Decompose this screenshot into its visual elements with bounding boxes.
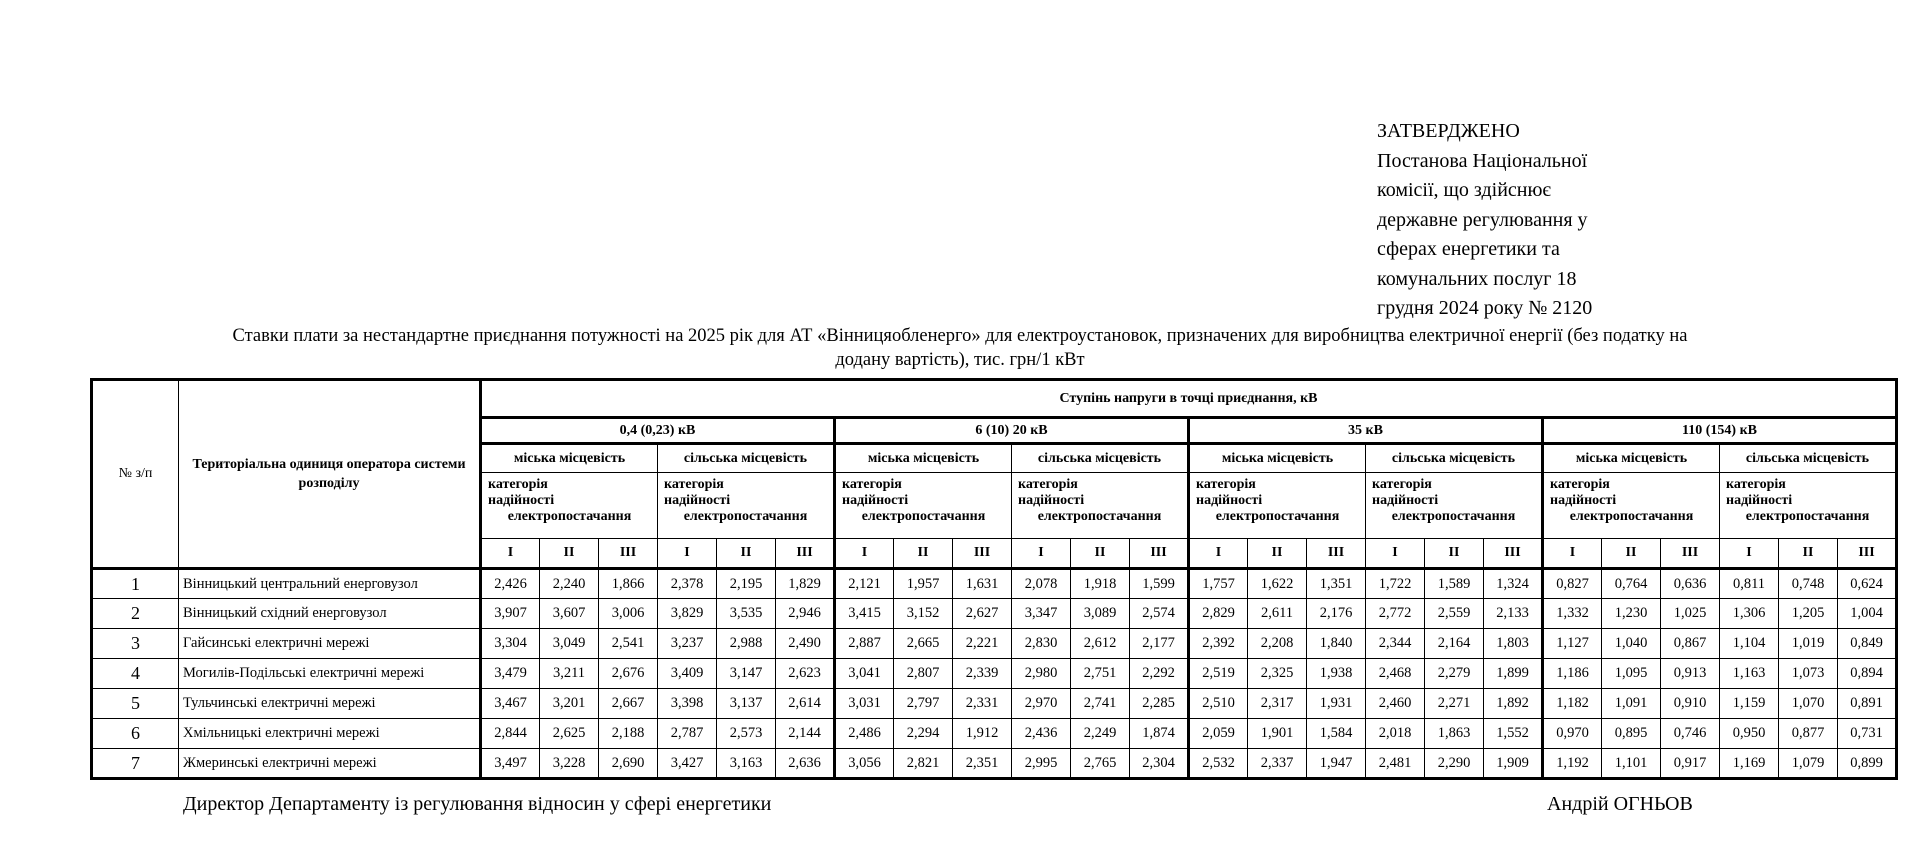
rate-value: 1,840	[1307, 629, 1366, 659]
rate-value: 1,552	[1484, 719, 1543, 749]
rate-value: 2,290	[1425, 749, 1484, 779]
urban-header: міська місцевість	[1189, 444, 1366, 473]
rate-value: 3,152	[894, 599, 953, 629]
rate-value: 2,240	[540, 569, 599, 599]
rate-value: 2,690	[599, 749, 658, 779]
rate-value: 2,741	[1071, 689, 1130, 719]
rate-value: 1,947	[1307, 749, 1366, 779]
category-roman-header: I	[1543, 539, 1602, 569]
category-roman-header: III	[1838, 539, 1897, 569]
rate-value: 2,195	[717, 569, 776, 599]
category-roman-header: III	[1484, 539, 1543, 569]
rate-value: 3,211	[540, 659, 599, 689]
rate-value: 2,829	[1189, 599, 1248, 629]
voltage-level: 35 кВ	[1189, 418, 1543, 444]
rate-value: 2,351	[953, 749, 1012, 779]
document-title	[110, 324, 1810, 372]
rate-value: 0,764	[1602, 569, 1661, 599]
rate-value: 2,510	[1189, 689, 1248, 719]
voltage-header: Ступінь напруги в точці приєднання, кВ	[481, 380, 1897, 418]
approval-line: державне регулювання у	[1377, 208, 1588, 231]
row-number: 6	[92, 719, 179, 749]
rate-value: 2,177	[1130, 629, 1189, 659]
rate-value: 3,497	[481, 749, 540, 779]
approval-line: ЗАТВЕРДЖЕНО	[1377, 120, 1520, 142]
approval-block	[1377, 117, 1647, 324]
category-roman-header: I	[1366, 539, 1425, 569]
rate-value: 3,415	[835, 599, 894, 629]
category-header: категорія надійності електропостачання	[1012, 473, 1189, 539]
rate-value: 1,073	[1779, 659, 1838, 689]
rate-value: 2,623	[776, 659, 835, 689]
rate-value: 2,208	[1248, 629, 1307, 659]
rate-value: 2,797	[894, 689, 953, 719]
rate-value: 1,351	[1307, 569, 1366, 599]
rate-value: 1,757	[1189, 569, 1248, 599]
rate-value: 1,004	[1838, 599, 1897, 629]
rate-value: 0,849	[1838, 629, 1897, 659]
category-roman-header: III	[1307, 539, 1366, 569]
rate-value: 1,918	[1071, 569, 1130, 599]
document-title-line-2: додану вартість), тис. грн/1 кВт	[835, 350, 1085, 370]
rate-value: 2,337	[1248, 749, 1307, 779]
rate-value: 2,765	[1071, 749, 1130, 779]
rate-value: 3,535	[717, 599, 776, 629]
rate-value: 1,863	[1425, 719, 1484, 749]
rate-value: 2,772	[1366, 599, 1425, 629]
rate-value: 1,584	[1307, 719, 1366, 749]
category-roman-header: II	[1779, 539, 1838, 569]
rate-value: 1,101	[1602, 749, 1661, 779]
rate-value: 2,078	[1012, 569, 1071, 599]
rate-value: 2,176	[1307, 599, 1366, 629]
rate-value: 3,304	[481, 629, 540, 659]
rate-value: 2,995	[1012, 749, 1071, 779]
rate-value: 2,426	[481, 569, 540, 599]
rate-value: 1,892	[1484, 689, 1543, 719]
rate-value: 1,095	[1602, 659, 1661, 689]
category-roman-header: II	[894, 539, 953, 569]
rural-header: сільська місцевість	[1366, 444, 1543, 473]
rate-value: 2,627	[953, 599, 1012, 629]
rate-value: 1,901	[1248, 719, 1307, 749]
category-roman-header: I	[1720, 539, 1779, 569]
rate-value: 1,192	[1543, 749, 1602, 779]
rate-value: 2,611	[1248, 599, 1307, 629]
rate-value: 0,899	[1838, 749, 1897, 779]
rate-value: 2,625	[540, 719, 599, 749]
table-row	[92, 629, 1897, 659]
rate-value: 2,018	[1366, 719, 1425, 749]
rate-value: 0,970	[1543, 719, 1602, 749]
rate-value: 2,980	[1012, 659, 1071, 689]
rate-value: 3,398	[658, 689, 717, 719]
territorial-unit-name: Гайсинські електричні мережі	[179, 629, 481, 659]
num-header: № з/п	[92, 380, 179, 569]
category-roman-header: III	[1130, 539, 1189, 569]
rate-value: 1,803	[1484, 629, 1543, 659]
rate-value: 2,304	[1130, 749, 1189, 779]
rate-value: 1,631	[953, 569, 1012, 599]
rate-value: 2,787	[658, 719, 717, 749]
rural-header: сільська місцевість	[658, 444, 835, 473]
rate-value: 2,481	[1366, 749, 1425, 779]
rate-value: 0,867	[1661, 629, 1720, 659]
rate-value: 2,844	[481, 719, 540, 749]
rate-value: 3,409	[658, 659, 717, 689]
rate-value: 3,006	[599, 599, 658, 629]
rate-value: 3,237	[658, 629, 717, 659]
territorial-unit-name: Вінницький центральний енерговузол	[179, 569, 481, 599]
rate-value: 2,317	[1248, 689, 1307, 719]
rate-value: 0,636	[1661, 569, 1720, 599]
category-roman-header: II	[1425, 539, 1484, 569]
voltage-level: 6 (10) 20 кВ	[835, 418, 1189, 444]
category-roman-header: II	[1602, 539, 1661, 569]
rate-value: 2,392	[1189, 629, 1248, 659]
rate-value: 1,182	[1543, 689, 1602, 719]
rate-value: 1,019	[1779, 629, 1838, 659]
category-roman-header: I	[658, 539, 717, 569]
name-header: Територіальна одиниця оператора системи розподілу	[179, 380, 481, 569]
rate-value: 2,144	[776, 719, 835, 749]
category-roman-header: III	[1661, 539, 1720, 569]
rate-value: 3,163	[717, 749, 776, 779]
rate-value: 2,573	[717, 719, 776, 749]
rate-value: 2,970	[1012, 689, 1071, 719]
rate-value: 1,306	[1720, 599, 1779, 629]
rate-value: 1,025	[1661, 599, 1720, 629]
rate-value: 0,877	[1779, 719, 1838, 749]
rate-value: 3,031	[835, 689, 894, 719]
approval-line: сферах енергетики та	[1377, 238, 1560, 260]
approval-line: грудня 2024 року № 2120	[1377, 297, 1593, 319]
rate-value: 2,271	[1425, 689, 1484, 719]
rate-value: 0,746	[1661, 719, 1720, 749]
rate-value: 2,821	[894, 749, 953, 779]
rate-value: 0,917	[1661, 749, 1720, 779]
rate-value: 3,228	[540, 749, 599, 779]
rate-value: 2,133	[1484, 599, 1543, 629]
rate-value: 1,622	[1248, 569, 1307, 599]
rate-value: 2,059	[1189, 719, 1248, 749]
urban-header: міська місцевість	[835, 444, 1012, 473]
rate-value: 2,164	[1425, 629, 1484, 659]
rate-value: 2,490	[776, 629, 835, 659]
rate-value: 0,748	[1779, 569, 1838, 599]
rate-value: 2,532	[1189, 749, 1248, 779]
category-header: категорія надійності електропостачання	[1189, 473, 1366, 539]
rate-value: 2,344	[1366, 629, 1425, 659]
rate-value: 2,339	[953, 659, 1012, 689]
category-roman-header: I	[1012, 539, 1071, 569]
row-number: 7	[92, 749, 179, 779]
rates-table	[90, 378, 1898, 780]
document-title-line-1: Ставки плати за нестандартне приєднання потужності на 2025 рік для АТ «Вінницяобленерго» для електроустановок, призначених для виробництва електричної енергії (без податку на	[232, 326, 1688, 346]
category-roman-header: II	[717, 539, 776, 569]
urban-header: міська місцевість	[1543, 444, 1720, 473]
territorial-unit-name: Жмеринські електричні мережі	[179, 749, 481, 779]
category-roman-header: I	[481, 539, 540, 569]
rate-value: 0,827	[1543, 569, 1602, 599]
category-roman-header: I	[835, 539, 894, 569]
rate-value: 3,427	[658, 749, 717, 779]
table-row	[92, 599, 1897, 629]
rate-value: 0,624	[1838, 569, 1897, 599]
rate-value: 1,938	[1307, 659, 1366, 689]
rural-header: сільська місцевість	[1720, 444, 1897, 473]
table-row	[92, 689, 1897, 719]
rate-value: 1,127	[1543, 629, 1602, 659]
rate-value: 3,056	[835, 749, 894, 779]
territorial-unit-name: Вінницький східний енерговузол	[179, 599, 481, 629]
voltage-level: 110 (154) кВ	[1543, 418, 1897, 444]
rate-value: 0,811	[1720, 569, 1779, 599]
rate-value: 1,874	[1130, 719, 1189, 749]
rate-value: 2,751	[1071, 659, 1130, 689]
rate-value: 0,894	[1838, 659, 1897, 689]
rate-value: 1,332	[1543, 599, 1602, 629]
rate-value: 0,895	[1602, 719, 1661, 749]
rate-value: 1,899	[1484, 659, 1543, 689]
rate-value: 3,347	[1012, 599, 1071, 629]
rate-value: 0,950	[1720, 719, 1779, 749]
rate-value: 0,731	[1838, 719, 1897, 749]
rate-value: 2,188	[599, 719, 658, 749]
category-roman-header: II	[540, 539, 599, 569]
rate-value: 3,467	[481, 689, 540, 719]
rate-value: 2,221	[953, 629, 1012, 659]
rate-value: 3,907	[481, 599, 540, 629]
rate-value: 1,040	[1602, 629, 1661, 659]
territorial-unit-name: Тульчинські електричні мережі	[179, 689, 481, 719]
rate-value: 2,294	[894, 719, 953, 749]
rate-value: 0,913	[1661, 659, 1720, 689]
category-header: категорія надійності електропостачання	[835, 473, 1012, 539]
rate-value: 3,049	[540, 629, 599, 659]
rate-value: 2,121	[835, 569, 894, 599]
rate-value: 1,599	[1130, 569, 1189, 599]
category-roman-header: III	[776, 539, 835, 569]
rate-value: 2,636	[776, 749, 835, 779]
rate-value: 2,676	[599, 659, 658, 689]
rate-value: 2,460	[1366, 689, 1425, 719]
rate-value: 1,230	[1602, 599, 1661, 629]
rate-value: 1,912	[953, 719, 1012, 749]
rate-value: 1,909	[1484, 749, 1543, 779]
approval-line: комісії, що здійснює	[1377, 179, 1552, 201]
rate-value: 2,612	[1071, 629, 1130, 659]
category-header: категорія надійності електропостачання	[658, 473, 835, 539]
category-roman-header: III	[599, 539, 658, 569]
category-header: категорія надійності електропостачання	[1720, 473, 1897, 539]
rate-value: 1,205	[1779, 599, 1838, 629]
rate-value: 1,159	[1720, 689, 1779, 719]
rate-value: 2,468	[1366, 659, 1425, 689]
category-header: категорія надійності електропостачання	[1543, 473, 1720, 539]
rate-value: 1,070	[1779, 689, 1838, 719]
row-number: 2	[92, 599, 179, 629]
table-row	[92, 719, 1897, 749]
table-row	[92, 659, 1897, 689]
rate-value: 3,607	[540, 599, 599, 629]
director-position: Директор Департаменту із регулювання відносин у сфері енергетики	[183, 793, 772, 815]
rate-value: 1,957	[894, 569, 953, 599]
rate-value: 2,887	[835, 629, 894, 659]
rate-value: 2,946	[776, 599, 835, 629]
rate-value: 3,041	[835, 659, 894, 689]
rate-value: 1,829	[776, 569, 835, 599]
rate-value: 3,147	[717, 659, 776, 689]
territorial-unit-name: Могилів-Подільські електричні мережі	[179, 659, 481, 689]
rate-value: 2,285	[1130, 689, 1189, 719]
rate-value: 3,089	[1071, 599, 1130, 629]
rate-value: 2,559	[1425, 599, 1484, 629]
rate-value: 3,201	[540, 689, 599, 719]
rate-value: 2,614	[776, 689, 835, 719]
rate-value: 2,325	[1248, 659, 1307, 689]
territorial-unit-name: Хмільницькі електричні мережі	[179, 719, 481, 749]
rate-value: 2,331	[953, 689, 1012, 719]
rate-value: 3,479	[481, 659, 540, 689]
category-header: категорія надійності електропостачання	[1366, 473, 1543, 539]
rate-value: 1,163	[1720, 659, 1779, 689]
rate-value: 0,891	[1838, 689, 1897, 719]
rate-value: 1,324	[1484, 569, 1543, 599]
rate-value: 2,292	[1130, 659, 1189, 689]
urban-header: міська місцевість	[481, 444, 658, 473]
rate-value: 1,722	[1366, 569, 1425, 599]
row-number: 5	[92, 689, 179, 719]
rate-value: 2,807	[894, 659, 953, 689]
category-roman-header: III	[953, 539, 1012, 569]
rate-value: 2,378	[658, 569, 717, 599]
row-number: 3	[92, 629, 179, 659]
rate-value: 2,667	[599, 689, 658, 719]
table-row	[92, 749, 1897, 779]
rate-value: 2,574	[1130, 599, 1189, 629]
director-name: Андрій ОГНЬОВ	[1547, 793, 1693, 815]
rate-value: 1,169	[1720, 749, 1779, 779]
row-number: 1	[92, 569, 179, 599]
rate-value: 1,866	[599, 569, 658, 599]
rate-value: 3,829	[658, 599, 717, 629]
rate-value: 2,665	[894, 629, 953, 659]
category-roman-header: II	[1071, 539, 1130, 569]
category-roman-header: II	[1248, 539, 1307, 569]
rate-value: 0,910	[1661, 689, 1720, 719]
rate-value: 3,137	[717, 689, 776, 719]
rate-value: 1,186	[1543, 659, 1602, 689]
rate-value: 1,091	[1602, 689, 1661, 719]
rate-value: 2,249	[1071, 719, 1130, 749]
row-number: 4	[92, 659, 179, 689]
table-row	[92, 569, 1897, 599]
approval-line: комунальних послуг 18	[1377, 267, 1577, 290]
rate-value: 2,436	[1012, 719, 1071, 749]
approval-line: Постанова Національної	[1377, 149, 1588, 172]
category-header: категорія надійності електропостачання	[481, 473, 658, 539]
rate-value: 2,541	[599, 629, 658, 659]
rate-value: 2,486	[835, 719, 894, 749]
voltage-level: 0,4 (0,23) кВ	[481, 418, 835, 444]
category-roman-header: I	[1189, 539, 1248, 569]
rate-value: 1,079	[1779, 749, 1838, 779]
rate-value: 1,104	[1720, 629, 1779, 659]
rate-value: 2,830	[1012, 629, 1071, 659]
rural-header: сільська місцевість	[1012, 444, 1189, 473]
rate-value: 2,279	[1425, 659, 1484, 689]
rate-value: 1,589	[1425, 569, 1484, 599]
rate-value: 1,931	[1307, 689, 1366, 719]
rate-value: 2,988	[717, 629, 776, 659]
rate-value: 2,519	[1189, 659, 1248, 689]
